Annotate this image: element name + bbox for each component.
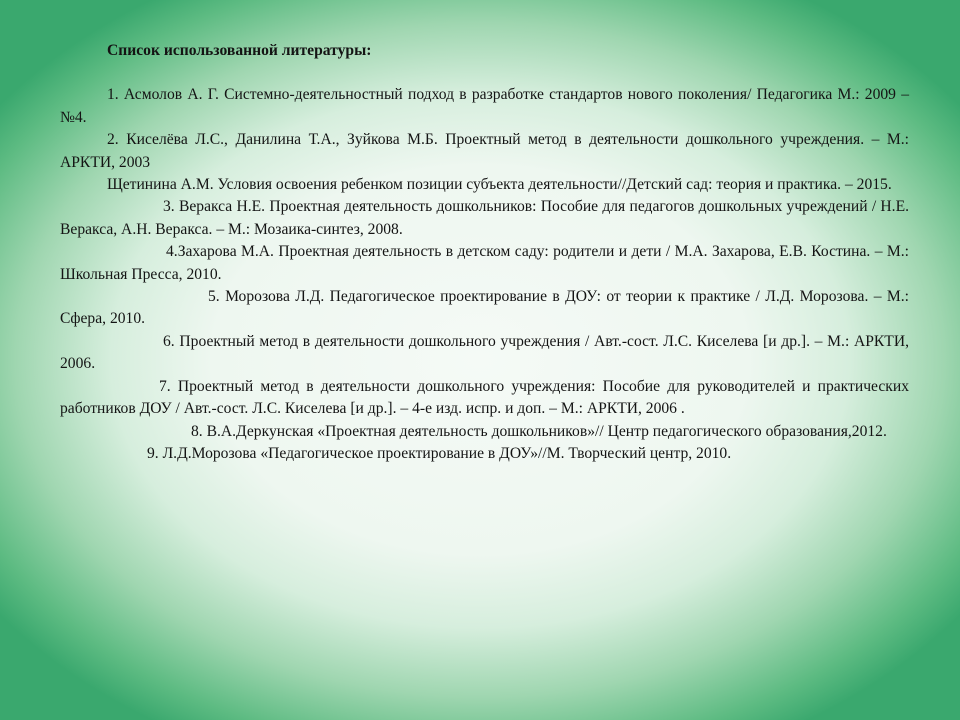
reference-item-3: 3. Веракса Н.Е. Проектная деятельность дошкольников: Пособие для педагогов дошкольных учреждений / Н.Е. Веракса, А.Н. Веракса. – М.: Мозаика-синтез, 2008. — [60, 198, 909, 238]
reference-item-5: 5. Морозова Л.Д. Педагогическое проектирование в ДОУ: от теории к практике / Л.Д. Морозова. – М.: Сфера, 2010. — [60, 288, 909, 328]
reference-item-2: 2. Киселёва Л.С., Данилина Т.А., Зуйкова М.Б. Проектный метод в деятельности дошкольного учреждения. – М.: АРКТИ, 2003 — [60, 131, 909, 171]
reference-item-8: 8. В.А.Деркунская «Проектная деятельность дошкольников»// Центр педагогического образования,2012. — [191, 422, 887, 440]
reference-item-6: 6. Проектный метод в деятельности дошкольного учреждения / Авт.-сост. Л.С. Киселева [и др.]. – М.: АРКТИ, 2006. — [60, 332, 909, 373]
bibliography — [60, 40, 909, 465]
reference-item-1: 1. Асмолов А. Г. Системно-деятельностный подход в разработке стандартов нового поколения/ Педагогика М.: 2009 – №4. — [60, 86, 909, 126]
reference-item-7: 7. Проектный метод в деятельности дошкольного учреждения: Пособие для руководителей и практических работников ДОУ / Авт.-сост. Л.С. Киселева [и др.]. – 4-е изд. испр. и доп. – М.: АРКТИ, 2006 . — [60, 377, 909, 418]
reference-item-9: 9. Л.Д.Морозова «Педагогическое проектирование в ДОУ»//М. Творческий центр, 2010. — [147, 444, 732, 462]
page-title: Список использованной литературы: — [107, 42, 372, 59]
reference-item-unnumbered: Щетинина А.М. Условия освоения ребенком позиции субъекта деятельности//Детский сад: теория и практика. – 2015. — [107, 176, 892, 194]
reference-item-4: 4.Захарова М.А. Проектная деятельность в детском саду: родители и дети / М.А. Захарова, Е.В. Костина. – М.: Школьная Пресса, 2010. — [60, 243, 909, 283]
